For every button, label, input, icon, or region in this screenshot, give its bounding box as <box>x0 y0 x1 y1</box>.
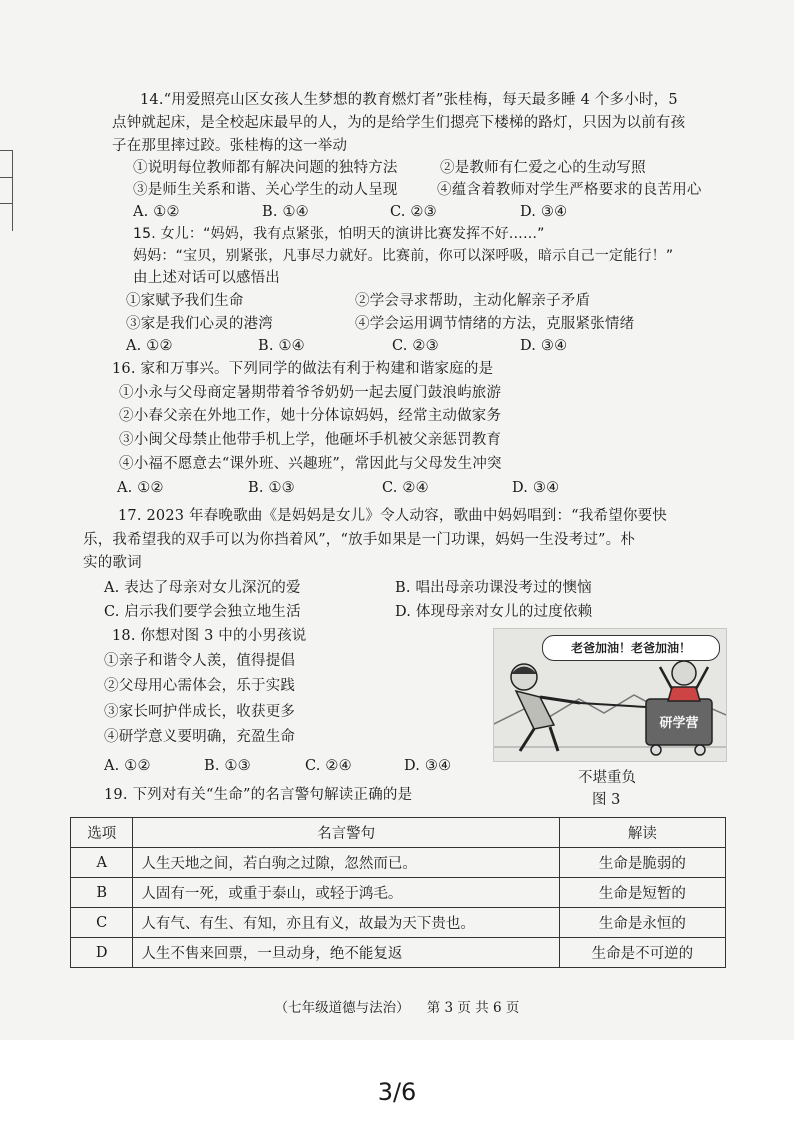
q18-choice-c: C. ②④ <box>305 758 352 774</box>
q16-option-4: ④小福不愿意去“课外班、兴趣班”，常因此与父母发生冲突 <box>119 456 502 472</box>
q14-choice-a: A. ①② <box>133 204 180 220</box>
q14-option-3: ③是师生关系和谐、关心学生的动人呈现 <box>133 182 398 198</box>
row-option: D <box>71 938 133 968</box>
q16-option-2: ②小春父亲在外地工作，她十分体谅妈妈，经常主动做家务 <box>119 408 502 424</box>
q16-option-3: ③小闽父母禁止他带手机上学，他砸坏手机被父亲惩罚教育 <box>119 432 502 448</box>
q19-stem: 19. 下列对有关“生命”的名言警句解读正确的是 <box>104 787 413 803</box>
q14-choice-b: B. ①④ <box>262 204 309 220</box>
q14-choice-c: C. ②③ <box>390 204 437 220</box>
header-quote: 名言警句 <box>133 818 559 848</box>
q17-stem-line1: 17. 2023 年春晚歌曲《是妈妈是女儿》令人动容，歌曲中妈妈唱到：“我希望你要快 <box>118 508 667 524</box>
q15-choice-b: B. ①④ <box>258 338 305 354</box>
q18-option-1: ①亲子和谐令人羡，值得提倡 <box>104 653 296 669</box>
q17-stem-line3: 实的歌词 <box>83 555 142 571</box>
q17-choice-d: D. 体现母亲对女儿的过度依赖 <box>395 604 593 620</box>
row-option: C <box>71 908 133 938</box>
q14-option-1: ①说明每位教师都有解决问题的独特方法 <box>133 160 398 176</box>
q15-option-2: ②学会寻求帮助，主动化解亲子矛盾 <box>355 293 591 309</box>
q15-choice-d: D. ③④ <box>520 338 568 354</box>
q15-choice-a: A. ①② <box>126 338 173 354</box>
q15-option-3: ③家是我们心灵的港湾 <box>126 316 273 332</box>
header-option: 选项 <box>71 818 133 848</box>
q18-option-2: ②父母用心需体会，乐于实践 <box>104 678 296 694</box>
header-meaning: 解读 <box>559 818 725 848</box>
figure-caption: 不堪重负 <box>578 770 636 786</box>
row-option: B <box>71 878 133 908</box>
row-quote: 人固有一死，或重于泰山，或轻于鸿毛。 <box>133 878 559 908</box>
q17-stem-line2: 乐，我希望我的双手可以为你挡着风”，“放手如果是一门功课，妈妈一生没考过”。朴 <box>83 532 636 548</box>
q15-option-4: ④学会运用调节情绪的方法，克服紧张情绪 <box>355 316 635 332</box>
q16-choice-b: B. ①③ <box>248 480 295 496</box>
q15-stem: 由上述对话可以感悟出 <box>133 270 280 286</box>
q16-option-1: ①小永与父母商定暑期带着爷爷奶奶一起去厦门鼓浪屿旅游 <box>119 385 502 401</box>
row-quote: 人生不售来回票，一旦动身，绝不能复返 <box>133 938 559 968</box>
q18-choice-a: A. ①② <box>104 758 151 774</box>
table-header-row <box>71 818 726 848</box>
table-row <box>71 878 726 908</box>
figure-label: 图 3 <box>592 792 621 808</box>
q18-choice-b: B. ①③ <box>204 758 251 774</box>
q14-option-4: ④蕴含着教师对学生严格要求的良苦用心 <box>437 182 702 198</box>
q17-choice-b: B. 唱出母亲功课没考过的懊恼 <box>395 580 592 596</box>
q18-option-3: ③家长呵护伴成长，收获更多 <box>104 704 296 720</box>
q17-choice-a: A. 表达了母亲对女儿深沉的爱 <box>104 580 301 596</box>
speech-bubble: 老爸加油！老爸加油！ <box>542 635 720 661</box>
q14-option-2: ②是教师有仁爱之心的生动写照 <box>440 160 646 176</box>
row-quote: 人有气、有生、有知，亦且有义，故最为天下贵也。 <box>133 908 559 938</box>
table-row <box>71 908 726 938</box>
figure-3-cartoon <box>493 628 727 762</box>
table-row <box>71 938 726 968</box>
binding-edge-marks <box>0 150 13 231</box>
table-row <box>71 848 726 878</box>
q18-choice-d: D. ③④ <box>404 758 452 774</box>
quote-table <box>70 817 726 968</box>
suitcase-label: 研学营 <box>659 716 699 731</box>
page-footer: （七年级道德与法治） 第 3 页 共 6 页 <box>274 1000 520 1016</box>
q16-stem: 16. 家和万事兴。下列同学的做法有利于构建和谐家庭的是 <box>112 361 494 377</box>
q14-choice-d: D. ③④ <box>520 204 568 220</box>
q18-stem: 18. 你想对图 3 中的小男孩说 <box>112 628 307 644</box>
q16-choice-d: D. ③④ <box>512 480 560 496</box>
row-meaning: 生命是不可逆的 <box>559 938 725 968</box>
q15-option-1: ①家赋予我们生命 <box>126 293 244 309</box>
q15-choice-c: C. ②③ <box>392 338 439 354</box>
q16-choice-c: C. ②④ <box>382 480 429 496</box>
row-meaning: 生命是短暂的 <box>559 878 725 908</box>
q14-stem-line1: 14.“用爱照亮山区女孩人生梦想的教育燃灯者”张桂梅，每天最多睡 4 个多小时，5 <box>140 92 678 108</box>
row-meaning: 生命是永恒的 <box>559 908 725 938</box>
q17-choice-c: C. 启示我们要学会独立地生活 <box>104 604 301 620</box>
page-indicator: 3/6 <box>377 1078 417 1106</box>
row-option: A <box>71 848 133 878</box>
q15-dialog-daughter: 15. 女儿：“妈妈，我有点紧张，怕明天的演讲比赛发挥不好……” <box>133 226 545 242</box>
row-quote: 人生天地之间，若白驹之过隙，忽然而已。 <box>133 848 559 878</box>
row-meaning: 生命是脆弱的 <box>559 848 725 878</box>
q14-stem-line3: 子在那里摔过跤。张桂梅的这一举动 <box>112 138 348 154</box>
q14-stem-line2: 点钟就起床，是全校起床最早的人，为的是给学生们摁亮下楼梯的路灯，只因为以前有孩 <box>112 115 686 131</box>
q16-choice-a: A. ①② <box>117 480 164 496</box>
q15-dialog-mother: 妈妈：“宝贝，别紧张，凡事尽力就好。比赛前，你可以深呼吸，暗示自己一定能行！” <box>133 248 674 264</box>
q18-option-4: ④研学意义要明确，充盈生命 <box>104 729 296 745</box>
